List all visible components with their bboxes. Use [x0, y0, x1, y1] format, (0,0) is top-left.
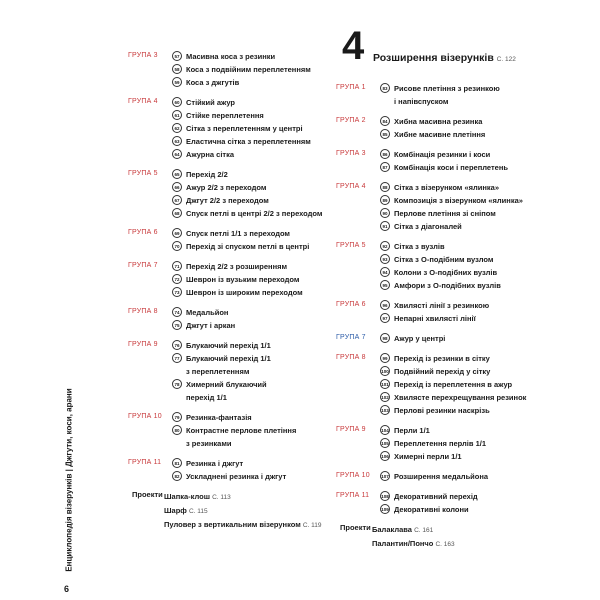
pattern-title: Контрастне перлове плетіння: [186, 426, 297, 435]
pattern-number-badge: 100: [380, 366, 390, 376]
pattern-title: Сітка з переплетенням у центрі: [186, 124, 303, 133]
pattern-number-badge: 99: [380, 353, 390, 363]
pattern-entry[interactable]: [128, 240, 338, 253]
pattern-entry[interactable]: [336, 207, 546, 220]
pattern-entry[interactable]: [336, 437, 546, 450]
pattern-entry[interactable]: [336, 391, 546, 404]
pattern-number-badge: 97: [380, 313, 390, 323]
pattern-number-badge: 103: [380, 405, 390, 415]
pattern-number-badge: 60: [172, 97, 182, 107]
pattern-entry[interactable]: [128, 63, 338, 76]
pattern-entry[interactable]: [336, 365, 546, 378]
pattern-entry[interactable]: [336, 424, 546, 437]
pattern-number-badge: 82: [172, 471, 182, 481]
pattern-number-badge: 109: [380, 504, 390, 514]
pattern-entry[interactable]: [336, 470, 546, 483]
pattern-title: Хибна масивна резинка: [394, 117, 483, 126]
pattern-title: Декоративні колони: [394, 505, 469, 514]
pattern-entry[interactable]: [336, 181, 546, 194]
pattern-entry[interactable]: [336, 279, 546, 292]
pattern-title: Спуск петлі 1/1 з переходом: [186, 229, 290, 238]
pattern-number-badge: 59: [172, 77, 182, 87]
pattern-entry[interactable]: [128, 135, 338, 148]
group-section: [128, 339, 338, 404]
pattern-number-badge: 95: [380, 280, 390, 290]
pattern-number-badge: 107: [380, 471, 390, 481]
pattern-entry[interactable]: [128, 260, 338, 273]
group-label: ГРУПА 8: [128, 308, 158, 315]
pattern-number-badge: 85: [380, 129, 390, 139]
pattern-number-badge: 96: [380, 300, 390, 310]
pattern-title: Сітка з візерунком «ялинка»: [394, 183, 499, 192]
pattern-number-badge: 104: [380, 425, 390, 435]
projects-section: [336, 523, 546, 551]
pattern-number-badge: 88: [380, 182, 390, 192]
pattern-title: Шеврон із вузьким переходом: [186, 275, 300, 284]
pattern-number-badge: 70: [172, 241, 182, 251]
pattern-number-badge: 64: [172, 149, 182, 159]
project-title: Шапка-клош: [164, 492, 211, 501]
pattern-entry[interactable]: [128, 96, 338, 109]
pattern-title: Колони з О-подібних вузлів: [394, 268, 498, 277]
pattern-entry[interactable]: [336, 194, 546, 207]
project-entry[interactable]: [164, 490, 338, 504]
pattern-number-badge: 81: [172, 458, 182, 468]
pattern-title-continued: з переплетенням: [186, 367, 250, 376]
pattern-title: Еластична сітка з переплетенням: [186, 137, 311, 146]
pattern-number-badge: 76: [172, 340, 182, 350]
pattern-entry[interactable]: [128, 148, 338, 161]
pattern-title: Сітка з вузлів: [394, 242, 445, 251]
pattern-entry[interactable]: [336, 266, 546, 279]
pattern-title: Перехід із переплетення в ажур: [394, 380, 513, 389]
pattern-title-continued: перехід 1/1: [186, 393, 227, 402]
pattern-title: Переплетення перлів 1/1: [394, 439, 487, 448]
group-section: [128, 260, 338, 299]
pattern-number-badge: 71: [172, 261, 182, 271]
pattern-entry[interactable]: [128, 122, 338, 135]
pattern-entry[interactable]: [336, 253, 546, 266]
pattern-title: Комбінація коси і переплетень: [394, 163, 508, 172]
pattern-number-badge: 63: [172, 136, 182, 146]
pattern-number-badge: 86: [380, 149, 390, 159]
pattern-entry[interactable]: [128, 168, 338, 181]
group-label: ГРУПА 6: [336, 301, 366, 308]
pattern-title: Ускладнені резинка і джгут: [186, 472, 287, 481]
group-section: [128, 227, 338, 253]
group-section: [336, 181, 546, 233]
group-label: ГРУПА 2: [336, 117, 366, 124]
pattern-title: Ажур 2/2 з переходом: [186, 183, 267, 192]
pattern-title: Перехід 2/2 з розширенням: [186, 262, 288, 271]
pattern-title: Резинка і джгут: [186, 459, 244, 468]
pattern-entry[interactable]: [128, 227, 338, 240]
pattern-title: Джгут і аркан: [186, 321, 236, 330]
group-section: [336, 490, 546, 516]
projects-label: Проекти: [340, 523, 371, 532]
left-column: [128, 50, 338, 532]
pattern-entry[interactable]: [128, 181, 338, 194]
pattern-number-badge: 65: [172, 169, 182, 179]
pattern-number-badge: 89: [380, 195, 390, 205]
pattern-entry[interactable]: [336, 128, 546, 141]
pattern-number-badge: 79: [172, 412, 182, 422]
pattern-title: Коса з подвійним переплетенням: [186, 65, 311, 74]
pattern-title: Коса з джгутів: [186, 78, 240, 87]
project-title: Шарф: [164, 506, 187, 515]
chapter-number: 4: [342, 24, 365, 68]
group-section: [336, 352, 546, 417]
group-label: ГРУПА 4: [128, 98, 158, 105]
pattern-entry[interactable]: [336, 450, 546, 463]
project-page: С. 115: [188, 508, 208, 515]
pattern-number-badge: 98: [380, 333, 390, 343]
pattern-title: Блукаючий перехід 1/1: [186, 354, 271, 363]
group-label: ГРУПА 11: [128, 459, 162, 466]
pattern-entry[interactable]: [128, 352, 338, 378]
pattern-entry[interactable]: [128, 457, 338, 470]
group-label: ГРУПА 3: [128, 52, 158, 59]
pattern-number-badge: 58: [172, 64, 182, 74]
pattern-title: Химерні перли 1/1: [394, 452, 462, 461]
pattern-entry[interactable]: [128, 207, 338, 220]
group-section: [336, 299, 546, 325]
pattern-number-badge: 67: [172, 195, 182, 205]
group-label: ГРУПА 6: [128, 229, 158, 236]
group-label: ГРУПА 9: [336, 426, 366, 433]
pattern-title: Хибне масивне плетіння: [394, 130, 486, 139]
pattern-number-badge: 105: [380, 438, 390, 448]
pattern-entry[interactable]: [336, 490, 546, 503]
group-label: ГРУПА 9: [128, 341, 158, 348]
pattern-title: Перехід із резинки в сітку: [394, 354, 490, 363]
pattern-entry[interactable]: [128, 76, 338, 89]
pattern-number-badge: 102: [380, 392, 390, 402]
pattern-title: Ажур у центрі: [394, 334, 446, 343]
pattern-number-badge: 62: [172, 123, 182, 133]
sidebar: [64, 372, 74, 594]
projects-label: Проекти: [132, 490, 163, 499]
pattern-number-badge: 61: [172, 110, 182, 120]
sidebar-title: Енциклопедія візерунків | Джгути, коси, арани: [64, 388, 74, 572]
project-page: С. 113: [212, 494, 231, 501]
pattern-number-badge: 75: [172, 320, 182, 330]
pattern-title: Масивна коса з резинки: [186, 52, 276, 61]
pattern-title: Шеврон із широким переходом: [186, 288, 303, 297]
pattern-entry[interactable]: [336, 220, 546, 233]
pattern-title: Непарні хвилясті лінії: [394, 314, 476, 323]
group-label: ГРУПА 4: [336, 183, 366, 190]
chapter-title-text: Розширення візерунків: [373, 52, 494, 64]
pattern-title: Рисове плетіння з резинкою: [394, 84, 500, 93]
pattern-entry[interactable]: [128, 50, 338, 63]
projects-section: [128, 490, 338, 532]
group-section: [336, 148, 546, 174]
pattern-title: Композиція з візерунком «ялинка»: [394, 196, 523, 205]
project-page: С. 119: [302, 522, 322, 529]
group-label: ГРУПА 10: [336, 472, 370, 479]
pattern-title: Хвилясте перехрещування резинок: [394, 393, 527, 402]
pattern-number-badge: 94: [380, 267, 390, 277]
pattern-number-badge: 90: [380, 208, 390, 218]
pattern-title: Декоративний перехід: [394, 492, 478, 501]
pattern-number-badge: 78: [172, 379, 182, 389]
pattern-number-badge: 83: [380, 83, 390, 93]
pattern-entry[interactable]: [336, 161, 546, 174]
pattern-title: Медальйон: [186, 308, 229, 317]
group-label: ГРУПА 3: [336, 150, 366, 157]
pattern-entry[interactable]: [128, 306, 338, 319]
pattern-title: Химерний блукаючий: [186, 380, 267, 389]
group-section: [128, 306, 338, 332]
project-title: Палантин/Пончо: [372, 539, 434, 548]
project-entry[interactable]: [372, 537, 546, 551]
chapter-page: С. 122: [496, 56, 516, 63]
pattern-entry[interactable]: [336, 115, 546, 128]
project-title: Пуловер з вертикальним візерунком: [164, 520, 301, 529]
pattern-number-badge: 66: [172, 182, 182, 192]
pattern-number-badge: 84: [380, 116, 390, 126]
pattern-title: Перехід 2/2: [186, 170, 228, 179]
pattern-number-badge: 92: [380, 241, 390, 251]
group-label: ГРУПА 7: [128, 262, 158, 269]
project-title: Балаклава: [372, 525, 412, 534]
project-entry[interactable]: [164, 504, 338, 518]
pattern-entry[interactable]: [336, 352, 546, 365]
group-label: ГРУПА 7: [336, 334, 366, 341]
pattern-entry[interactable]: [128, 339, 338, 352]
pattern-entry[interactable]: [336, 332, 546, 345]
pattern-title: Джгут 2/2 з переходом: [186, 196, 269, 205]
group-section: [336, 470, 546, 483]
pattern-entry[interactable]: [336, 148, 546, 161]
pattern-title: Амфори з О-подібних вузлів: [394, 281, 501, 290]
group-label: ГРУПА 10: [128, 413, 162, 420]
pattern-number-badge: 101: [380, 379, 390, 389]
pattern-number-badge: 77: [172, 353, 182, 363]
pattern-entry[interactable]: [128, 109, 338, 122]
pattern-number-badge: 87: [380, 162, 390, 172]
pattern-number-badge: 93: [380, 254, 390, 264]
pattern-entry[interactable]: [336, 378, 546, 391]
pattern-entry[interactable]: [336, 299, 546, 312]
group-section: [336, 82, 546, 108]
group-label: ГРУПА 8: [336, 354, 366, 361]
pattern-entry[interactable]: [336, 240, 546, 253]
pattern-title: Ажурна сітка: [186, 150, 235, 159]
pattern-title: Сітка з О-подібним вузлом: [394, 255, 494, 264]
project-page: С. 161: [414, 527, 434, 534]
pattern-entry[interactable]: [128, 286, 338, 299]
group-section: [336, 115, 546, 141]
pattern-title: Перли 1/1: [394, 426, 430, 435]
pattern-number-badge: 108: [380, 491, 390, 501]
pattern-title: Сітка з діагоналей: [394, 222, 462, 231]
group-section: [128, 168, 338, 220]
pattern-title: Стійкий ажур: [186, 98, 235, 107]
pattern-title: Перехід зі спуском петлі в центрі: [186, 242, 310, 251]
pattern-entry[interactable]: [128, 378, 338, 404]
pattern-title: Комбінація резинки і коси: [394, 150, 491, 159]
group-section: [128, 96, 338, 161]
right-column: [336, 24, 546, 551]
pattern-number-badge: 106: [380, 451, 390, 461]
pattern-number-badge: 91: [380, 221, 390, 231]
group-section: [336, 424, 546, 463]
pattern-title-continued: і напівспуском: [394, 97, 449, 106]
group-label: ГРУПА 11: [336, 492, 370, 499]
pattern-title: Перлове плетіння зі сніпом: [394, 209, 496, 218]
chapter-title: [373, 52, 516, 64]
pattern-title: Спуск петлі в центрі 2/2 з переходом: [186, 209, 323, 218]
pattern-entry[interactable]: [336, 312, 546, 325]
project-entry[interactable]: [372, 523, 546, 537]
pattern-title: Розширення медальйона: [394, 472, 489, 481]
chapter-header: [336, 24, 546, 78]
project-page: С. 163: [435, 541, 455, 548]
pattern-title: Перлові резинки наскрізь: [394, 406, 490, 415]
pattern-number-badge: 80: [172, 425, 182, 435]
group-label: ГРУПА 5: [128, 170, 158, 177]
pattern-number-badge: 74: [172, 307, 182, 317]
pattern-entry[interactable]: [128, 194, 338, 207]
project-entry[interactable]: [164, 518, 338, 532]
pattern-entry[interactable]: [128, 424, 338, 450]
page-number: 6: [64, 584, 70, 594]
group-section: [128, 411, 338, 450]
pattern-entry[interactable]: [128, 319, 338, 332]
pattern-title: Подвійний перехід у сітку: [394, 367, 491, 376]
group-label: ГРУПА 1: [336, 84, 366, 91]
pattern-entry[interactable]: [128, 273, 338, 286]
group-section: [128, 50, 338, 89]
pattern-entry[interactable]: [336, 404, 546, 417]
group-section: [128, 457, 338, 483]
pattern-number-badge: 73: [172, 287, 182, 297]
group-section: [336, 240, 546, 292]
pattern-entry[interactable]: [336, 82, 546, 108]
pattern-title: Блукаючий перехід 1/1: [186, 341, 271, 350]
pattern-entry[interactable]: [128, 470, 338, 483]
pattern-title: Стійке переплетення: [186, 111, 264, 120]
pattern-title: Резинка-фантазія: [186, 413, 252, 422]
pattern-title-continued: з резинками: [186, 439, 232, 448]
pattern-number-badge: 72: [172, 274, 182, 284]
pattern-number-badge: 57: [172, 51, 182, 61]
pattern-number-badge: 68: [172, 208, 182, 218]
group-label: ГРУПА 5: [336, 242, 366, 249]
pattern-title: Хвилясті лінії з резинкою: [394, 301, 490, 310]
pattern-entry[interactable]: [128, 411, 338, 424]
pattern-entry[interactable]: [336, 503, 546, 516]
group-section: [336, 332, 546, 345]
pattern-number-badge: 69: [172, 228, 182, 238]
